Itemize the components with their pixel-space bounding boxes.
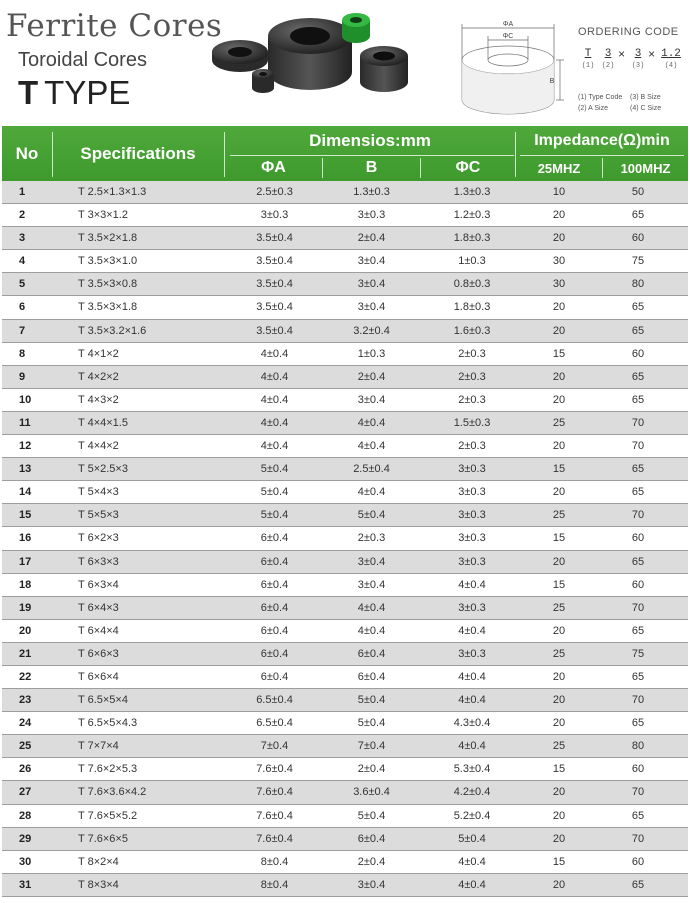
cell-phi-a: 5±0.4: [260, 463, 289, 476]
cell-impedance-100mhz: 70: [631, 416, 645, 429]
cell-phi-c: 4±0.4: [458, 740, 486, 753]
cell-impedance-100mhz: 70: [631, 601, 645, 614]
cell-specification: T 6×4×3: [78, 601, 119, 614]
table-row: [2, 320, 688, 343]
cell-b: 3±0.4: [357, 301, 386, 314]
type-label: TYPE: [44, 74, 131, 111]
cell-no: 21: [19, 647, 32, 660]
table-row: [2, 181, 688, 204]
cell-b: 1±0.3: [357, 347, 386, 360]
cell-phi-c: 4±0.4: [458, 670, 486, 683]
cell-no: 18: [19, 578, 32, 591]
cell-phi-a: 6±0.4: [260, 647, 289, 660]
cell-b: 5±0.4: [357, 509, 386, 522]
cell-phi-a: 4±0.4: [260, 393, 289, 406]
header-100mhz: 100MHZ: [620, 160, 671, 176]
cell-impedance-25mhz: 20: [552, 624, 566, 637]
table-row: [2, 689, 688, 712]
cell-specification: T 6×2×3: [78, 532, 119, 545]
ordering-part: 3 (2): [601, 48, 615, 70]
cell-b: 3±0.4: [357, 555, 386, 568]
cell-phi-c: 4±0.4: [458, 578, 486, 591]
cell-impedance-25mhz: 30: [552, 255, 566, 268]
cell-phi-a: 2.5±0.3: [256, 186, 293, 198]
cell-no: 11: [19, 416, 31, 429]
cell-b: 4±0.4: [357, 416, 386, 429]
cell-impedance-25mhz: 20: [552, 717, 566, 730]
cell-no: 3: [19, 232, 26, 245]
cell-b: 5±0.4: [357, 809, 386, 822]
cell-specification: T 3×3×1.2: [78, 209, 128, 222]
catalog-header: [0, 0, 690, 126]
cell-b: 2±0.4: [357, 370, 386, 383]
table-row: [2, 758, 688, 781]
cell-b: 3±0.4: [357, 278, 386, 291]
cell-phi-c: 1±0.3: [458, 255, 486, 268]
cell-specification: T 7.6×2×5.3: [78, 763, 138, 776]
cell-specification: T 6×4×4: [78, 624, 119, 637]
cell-phi-a: 6±0.4: [260, 532, 289, 545]
table-row: [2, 828, 688, 851]
cell-phi-c: 3±0.3: [458, 509, 486, 522]
page-subtitle: Toroidal Cores: [18, 49, 147, 71]
cell-phi-c: 5.2±0.4: [453, 809, 491, 822]
cell-impedance-25mhz: 20: [552, 878, 566, 891]
header-25mhz: 25MHZ: [537, 160, 581, 176]
cell-phi-a: 7.6±0.4: [256, 763, 293, 776]
cell-specification: T 6.5×5×4: [78, 694, 128, 707]
cell-impedance-100mhz: 70: [631, 694, 645, 707]
cell-phi-c: 2±0.3: [458, 440, 486, 453]
cell-phi-a: 3.5±0.4: [256, 255, 293, 268]
cell-no: 17: [19, 555, 32, 568]
cell-b: 4±0.4: [357, 440, 386, 453]
header-dimensions: Dimensios:mm: [309, 131, 431, 150]
table-row: [2, 551, 688, 574]
table-row: [2, 227, 688, 250]
cell-impedance-100mhz: 65: [631, 878, 645, 891]
cell-impedance-25mhz: 25: [552, 601, 566, 614]
cell-phi-c: 1.3±0.3: [453, 186, 491, 198]
cell-impedance-100mhz: 65: [631, 717, 645, 730]
ordering-code-title: ORDERING CODE: [578, 26, 679, 38]
cell-b: 4±0.4: [357, 624, 386, 637]
ferrite-cores-photo: [210, 6, 410, 118]
cell-impedance-100mhz: 65: [631, 393, 645, 406]
cell-phi-a: 4±0.4: [260, 370, 289, 383]
cell-impedance-25mhz: 20: [552, 555, 566, 568]
cell-phi-c: 3±0.3: [458, 555, 486, 568]
cell-specification: T 3.5×2×1.8: [78, 232, 138, 245]
cell-no: 26: [19, 763, 32, 776]
table-row: [2, 250, 688, 273]
cell-specification: T 7×7×4: [78, 740, 119, 753]
cell-no: 4: [19, 255, 26, 268]
cell-specification: T 7.6×5×5.2: [78, 809, 138, 822]
cell-phi-c: 4.2±0.4: [453, 786, 491, 799]
cell-b: 3.2±0.4: [353, 324, 390, 337]
cell-specification: T 5×2.5×3: [78, 463, 128, 476]
cell-b: 6±0.4: [357, 647, 386, 660]
cell-phi-a: 3.5±0.4: [256, 324, 293, 337]
cell-no: 8: [19, 347, 26, 360]
cell-impedance-100mhz: 65: [631, 809, 645, 822]
cell-b: 6±0.4: [357, 832, 386, 845]
cell-phi-a: 6±0.4: [260, 670, 289, 683]
table-header: [2, 126, 688, 181]
table-row: [2, 296, 688, 319]
cell-no: 28: [19, 809, 32, 822]
cell-specification: T 4×3×2: [78, 393, 119, 406]
table-row: [2, 735, 688, 758]
cell-impedance-25mhz: 20: [552, 694, 566, 707]
cell-specification: T 4×4×1.5: [78, 416, 128, 429]
table-row: [2, 481, 688, 504]
cell-impedance-100mhz: 65: [631, 486, 645, 499]
cell-no: 20: [19, 624, 32, 637]
cell-no: 12: [19, 440, 32, 453]
header-no: No: [15, 143, 39, 163]
cell-phi-a: 4±0.4: [260, 347, 289, 360]
cell-impedance-25mhz: 25: [552, 647, 566, 660]
cell-no: 5: [19, 278, 26, 291]
table-row: [2, 412, 688, 435]
cell-impedance-100mhz: 65: [631, 370, 645, 383]
cell-impedance-25mhz: 30: [552, 278, 566, 291]
cell-phi-a: 6±0.4: [260, 578, 289, 591]
cell-phi-c: 4±0.4: [458, 694, 486, 707]
table-row: [2, 874, 688, 897]
table-row: [2, 435, 688, 458]
cell-phi-c: 4±0.4: [458, 878, 486, 891]
header-b: B: [365, 159, 378, 176]
cell-b: 2.5±0.4: [353, 463, 390, 476]
cell-no: 2: [19, 209, 26, 222]
cell-phi-a: 6.5±0.4: [256, 717, 293, 730]
ordering-part: 1.2 (4): [661, 48, 681, 70]
cell-b: 2±0.4: [357, 763, 386, 776]
cell-phi-a: 6±0.4: [260, 555, 289, 568]
cell-impedance-25mhz: 20: [552, 370, 566, 383]
cell-no: 9: [19, 370, 26, 383]
label-phi-a: ΦA: [502, 21, 514, 28]
label-phi-c: ΦC: [502, 33, 514, 40]
cell-specification: T 6×3×4: [78, 578, 119, 591]
cell-phi-c: 4.3±0.4: [453, 717, 491, 730]
cell-b: 5±0.4: [357, 717, 386, 730]
cell-phi-c: 5.3±0.4: [453, 763, 491, 776]
page-title: Ferrite Cores: [6, 8, 223, 44]
label-b: B: [549, 78, 555, 85]
cell-specification: T 2.5×1.3×1.3: [78, 186, 147, 198]
cell-phi-a: 7.6±0.4: [256, 809, 293, 822]
cell-phi-c: 2±0.3: [458, 393, 486, 406]
table-row: [2, 805, 688, 828]
cell-impedance-25mhz: 15: [552, 578, 566, 591]
cell-impedance-100mhz: 65: [631, 624, 645, 637]
cell-no: 22: [19, 670, 32, 683]
cell-phi-a: 4±0.4: [260, 416, 289, 429]
cell-impedance-25mhz: 20: [552, 786, 566, 799]
cell-b: 2±0.4: [357, 855, 386, 868]
header-phi-a: ΦA: [261, 159, 286, 176]
cell-impedance-25mhz: 25: [552, 509, 566, 522]
table-row: [2, 574, 688, 597]
table-row: [2, 781, 688, 804]
cell-phi-c: 2±0.3: [458, 370, 486, 383]
cell-phi-c: 5±0.4: [458, 832, 486, 845]
cell-b: 3±0.4: [357, 393, 386, 406]
cell-impedance-100mhz: 70: [631, 509, 645, 522]
cell-b: 2±0.3: [357, 532, 386, 545]
ordering-code-box: [578, 26, 688, 114]
cell-b: 3±0.4: [357, 878, 386, 891]
table-row: [2, 458, 688, 481]
cell-impedance-25mhz: 15: [552, 855, 566, 868]
cell-no: 30: [19, 855, 32, 868]
cell-phi-c: 1.8±0.3: [453, 232, 491, 245]
cell-impedance-100mhz: 70: [631, 832, 645, 845]
cell-impedance-100mhz: 65: [631, 209, 645, 222]
cell-phi-c: 3±0.3: [458, 532, 486, 545]
ordering-separator: ×: [648, 48, 656, 62]
cell-impedance-100mhz: 65: [631, 555, 645, 568]
table-body: [2, 181, 688, 897]
table-row: [2, 343, 688, 366]
cell-phi-c: 3±0.3: [458, 486, 486, 499]
table-row: [2, 504, 688, 527]
type-code: T: [18, 74, 39, 111]
cell-no: 25: [19, 740, 32, 753]
cell-specification: T 7.6×6×5: [78, 832, 128, 845]
cell-specification: T 3.5×3×0.8: [78, 278, 138, 291]
cell-phi-a: 4±0.4: [260, 440, 289, 453]
cell-phi-c: 2±0.3: [458, 347, 486, 360]
cell-specification: T 4×2×2: [78, 370, 119, 383]
cell-impedance-25mhz: 10: [552, 186, 566, 198]
cell-phi-c: 4±0.4: [458, 855, 486, 868]
cell-impedance-100mhz: 60: [631, 532, 645, 545]
ordering-code-example: [578, 48, 688, 78]
cell-impedance-100mhz: 65: [631, 301, 645, 314]
cell-impedance-100mhz: 60: [631, 855, 645, 868]
cell-phi-a: 3.5±0.4: [256, 232, 293, 245]
cell-specification: T 3.5×3.2×1.6: [78, 324, 147, 337]
ordering-separator: ×: [618, 48, 626, 62]
cell-impedance-100mhz: 80: [631, 278, 645, 291]
cell-phi-a: 3.5±0.4: [256, 301, 293, 314]
cell-specification: T 3.5×3×1.0: [78, 255, 138, 268]
ordering-legend: (1) Type Code (3) B Size (2) A Size (4) C Size: [578, 94, 662, 112]
cell-impedance-100mhz: 75: [631, 255, 645, 268]
cell-specification: T 4×4×2: [78, 440, 119, 453]
cell-impedance-100mhz: 60: [631, 763, 645, 776]
cell-specification: T 5×5×3: [78, 509, 119, 522]
cell-phi-c: 1.5±0.3: [453, 416, 491, 429]
cell-no: 13: [19, 463, 32, 476]
cell-impedance-100mhz: 70: [631, 786, 645, 799]
table-row: [2, 712, 688, 735]
cell-b: 3.6±0.4: [353, 786, 390, 799]
cell-impedance-25mhz: 25: [552, 740, 566, 753]
cell-no: 24: [19, 717, 32, 730]
cell-no: 23: [19, 694, 32, 707]
spec-table: [2, 126, 688, 897]
cell-phi-c: 0.8±0.3: [453, 278, 491, 291]
cell-no: 1: [19, 186, 26, 198]
cell-phi-c: 4±0.4: [458, 624, 486, 637]
cell-phi-c: 3±0.3: [458, 463, 486, 476]
ordering-part: 3 (3): [631, 48, 645, 70]
cell-specification: T 8×2×4: [78, 855, 119, 868]
cell-phi-a: 8±0.4: [260, 878, 289, 891]
table-row: [2, 366, 688, 389]
cell-impedance-100mhz: 60: [631, 232, 645, 245]
cell-specification: T 7.6×3.6×4.2: [78, 786, 147, 799]
cell-specification: T 8×3×4: [78, 878, 119, 891]
cell-no: 10: [19, 393, 32, 406]
cell-b: 4±0.4: [357, 601, 386, 614]
cell-b: 3±0.3: [357, 209, 386, 222]
cell-phi-a: 6.5±0.4: [256, 694, 293, 707]
dimension-drawing: [448, 20, 568, 116]
cell-phi-a: 6±0.4: [260, 601, 289, 614]
cell-phi-a: 5±0.4: [260, 486, 289, 499]
cell-phi-c: 3±0.3: [458, 601, 486, 614]
cell-b: 3±0.4: [357, 255, 386, 268]
cell-b: 5±0.4: [357, 694, 386, 707]
cell-impedance-25mhz: 20: [552, 809, 566, 822]
header-impedance: Impedance(Ω)min: [534, 132, 670, 149]
table-row: [2, 643, 688, 666]
cell-no: 15: [19, 509, 32, 522]
cell-phi-a: 5±0.4: [260, 509, 289, 522]
cell-impedance-25mhz: 15: [552, 763, 566, 776]
cell-no: 6: [19, 301, 26, 314]
cell-impedance-25mhz: 20: [552, 832, 566, 845]
cell-phi-a: 6±0.4: [260, 624, 289, 637]
cell-specification: T 3.5×3×1.8: [78, 301, 138, 314]
cell-impedance-100mhz: 75: [631, 647, 645, 660]
cell-phi-a: 7.6±0.4: [256, 786, 293, 799]
cell-impedance-100mhz: 65: [631, 324, 645, 337]
cell-impedance-25mhz: 20: [552, 670, 566, 683]
cell-phi-c: 3±0.3: [458, 647, 486, 660]
cell-no: 14: [19, 486, 32, 499]
cell-impedance-100mhz: 65: [631, 670, 645, 683]
cell-no: 16: [19, 532, 32, 545]
table-row: [2, 597, 688, 620]
cell-b: 4±0.4: [357, 486, 386, 499]
cell-specification: T 6×6×4: [78, 670, 119, 683]
cell-impedance-25mhz: 15: [552, 463, 566, 476]
table-row: [2, 666, 688, 689]
cell-phi-a: 3.5±0.4: [256, 278, 293, 291]
cell-phi-a: 7.6±0.4: [256, 832, 293, 845]
type-heading: [18, 74, 130, 112]
table-row: [2, 851, 688, 874]
cell-impedance-100mhz: 60: [631, 578, 645, 591]
table-row: [2, 527, 688, 550]
cell-b: 7±0.4: [357, 740, 386, 753]
cell-impedance-25mhz: 25: [552, 416, 566, 429]
header-phi-c: ΦC: [455, 159, 481, 176]
cell-phi-c: 1.6±0.3: [453, 324, 491, 337]
cell-impedance-25mhz: 15: [552, 347, 566, 360]
cell-b: 1.3±0.3: [353, 186, 390, 198]
cell-impedance-100mhz: 50: [631, 186, 645, 198]
cell-no: 19: [19, 601, 32, 614]
cell-specification: T 6×6×3: [78, 647, 119, 660]
table-row: [2, 204, 688, 227]
cell-impedance-25mhz: 20: [552, 301, 566, 314]
cell-phi-a: 7±0.4: [260, 740, 289, 753]
cell-specification: T 6.5×5×4.3: [78, 717, 138, 730]
cell-no: 27: [19, 786, 32, 799]
cell-specification: T 4×1×2: [78, 347, 119, 360]
cell-phi-a: 8±0.4: [260, 855, 289, 868]
cell-specification: T 5×4×3: [78, 486, 119, 499]
cell-impedance-100mhz: 60: [631, 347, 645, 360]
cell-phi-c: 1.8±0.3: [453, 301, 491, 314]
cell-impedance-100mhz: 80: [631, 740, 645, 753]
cell-impedance-25mhz: 20: [552, 324, 566, 337]
cell-impedance-25mhz: 20: [552, 486, 566, 499]
cell-impedance-100mhz: 65: [631, 463, 645, 476]
cell-specification: T 6×3×3: [78, 555, 119, 568]
table-row: [2, 389, 688, 412]
cell-no: 31: [19, 878, 32, 891]
header-specifications: Specifications: [80, 143, 196, 163]
cell-impedance-25mhz: 20: [552, 393, 566, 406]
cell-no: 7: [19, 324, 26, 337]
cell-b: 6±0.4: [357, 670, 386, 683]
cell-b: 2±0.4: [357, 232, 386, 245]
cell-impedance-25mhz: 20: [552, 209, 566, 222]
table-row: [2, 273, 688, 296]
cell-impedance-25mhz: 20: [552, 440, 566, 453]
ordering-part: T (1): [581, 48, 595, 70]
cell-phi-a: 3±0.3: [260, 209, 289, 222]
cell-no: 29: [19, 832, 32, 845]
table-row: [2, 620, 688, 643]
cell-impedance-100mhz: 70: [631, 440, 645, 453]
cell-phi-c: 1.2±0.3: [453, 209, 491, 222]
cell-impedance-25mhz: 15: [552, 532, 566, 545]
cell-b: 3±0.4: [357, 578, 386, 591]
cell-impedance-25mhz: 20: [552, 232, 566, 245]
